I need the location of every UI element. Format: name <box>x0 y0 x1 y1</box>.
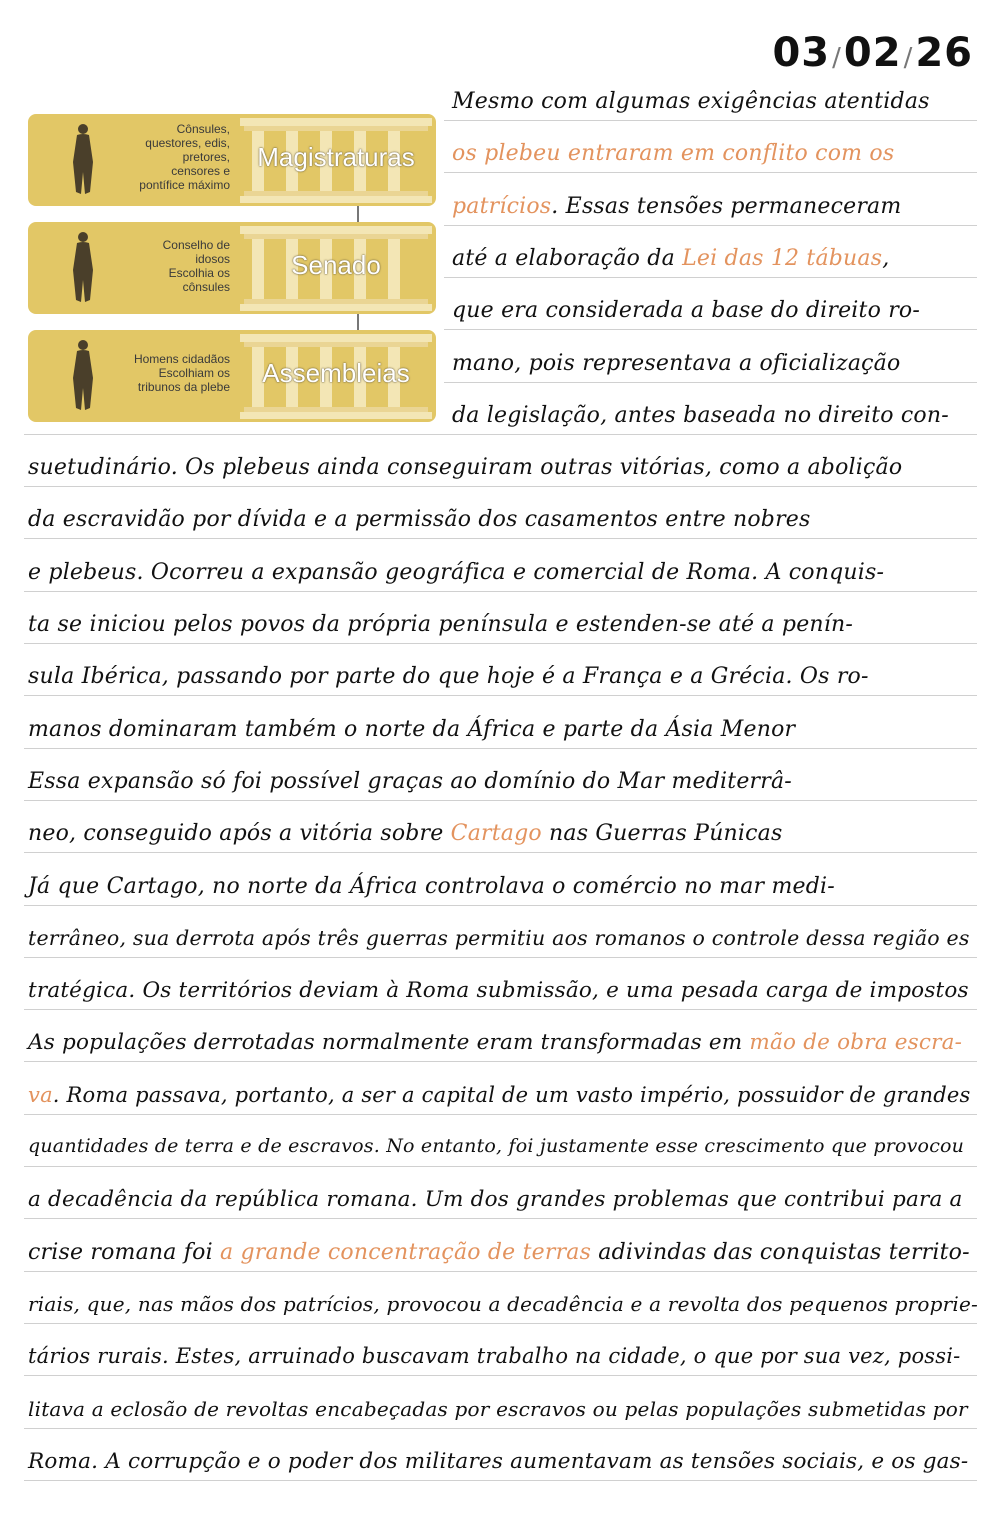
ruled-line <box>24 800 977 801</box>
note-text: Roma. A corrupção e o poder dos militares aumentavam as tensões sociais, e os gas- <box>28 1449 969 1474</box>
note-line <box>28 1449 968 1474</box>
note-text: sula Ibérica, passando por parte do que hoje é a França e a Grécia. Os ro- <box>28 664 869 689</box>
ruled-line <box>444 172 977 173</box>
note-text: mano, pois representava a oficialização <box>452 351 901 376</box>
ruled-line <box>444 329 977 330</box>
note-text: litava a eclosão de revoltas encabeçadas por escravos ou pelas populações submetidas por <box>28 1397 968 1421</box>
note-line <box>28 1292 978 1316</box>
box-description: Homens cidadãos Escolhiam os tribunos da plebe <box>133 352 230 394</box>
note-line <box>28 821 783 846</box>
note-line <box>28 717 795 742</box>
ruled-line <box>24 905 977 906</box>
ruled-line <box>24 1375 977 1376</box>
diagram-box-senado <box>28 222 436 314</box>
date-year: 26 <box>915 30 973 76</box>
ruled-line <box>24 1480 977 1481</box>
ruled-line <box>24 1218 977 1219</box>
note-text: suetudinário. Os plebeus ainda conseguiram outras vitórias, como a abolição <box>28 455 903 480</box>
note-line <box>452 246 889 271</box>
diagram-box-magistraturas <box>28 114 436 206</box>
note-line <box>452 298 920 323</box>
ruled-line <box>24 1114 977 1115</box>
note-text: da escravidão por dívida e a permissão dos casamentos entre nobres <box>28 507 811 532</box>
note-line <box>28 926 970 950</box>
note-text: manos dominaram também o norte da África e parte da Ásia Menor <box>28 717 796 742</box>
ruled-line <box>24 748 977 749</box>
ruled-line <box>24 1166 977 1167</box>
note-line <box>28 1083 970 1107</box>
ruled-line <box>444 382 977 383</box>
note-text: crise romana foi <box>28 1240 221 1265</box>
note-line <box>28 664 869 689</box>
box-title: Magistraturas <box>257 142 415 172</box>
note-text: . Essas tensões permaneceram <box>551 194 902 219</box>
highlighted-text: Lei das 12 tábuas <box>682 246 883 271</box>
ruled-line <box>24 957 977 958</box>
note-text: até a elaboração da <box>452 246 683 271</box>
ruled-line <box>24 434 977 435</box>
note-line <box>28 769 792 794</box>
note-text: Essa expansão só foi possível graças ao domínio do Mar mediterrâ- <box>28 769 792 794</box>
box-description: Conselho de idosos Escolhia os cônsules <box>162 238 230 294</box>
note-text: nas Guerras Púnicas <box>541 821 783 846</box>
highlighted-text: a grande concentração de terras <box>220 1240 592 1265</box>
note-line <box>452 141 894 166</box>
note-text: riais, que, nas mãos dos patrícios, provocou a decadência e a revolta dos pequenos proprie- <box>28 1292 978 1316</box>
page-date <box>772 30 973 76</box>
note-text: que era considerada a base do direito ro- <box>452 298 920 323</box>
note-text: quantidades de terra e de escravos. No entanto, foi justamente esse crescimento que provocou <box>28 1135 965 1157</box>
ruled-line <box>24 1428 977 1429</box>
box-description: Cônsules, questores, edis, pretores, censores e pontífice máximo <box>139 122 230 192</box>
date-month: 02 <box>843 30 902 76</box>
date-day: 03 <box>772 30 831 76</box>
ruled-line <box>444 225 977 226</box>
ruled-line <box>24 1061 977 1062</box>
roman-republic-diagram <box>26 114 438 424</box>
highlighted-text: va <box>28 1083 53 1107</box>
note-line <box>452 403 949 428</box>
note-line <box>28 1397 968 1421</box>
note-text: da legislação, antes baseada no direito con- <box>452 403 949 428</box>
ruled-line <box>444 277 977 278</box>
ruled-line <box>24 1323 977 1324</box>
note-text: a decadência da república romana. Um dos grandes problemas que contribui para a <box>28 1187 963 1212</box>
ruled-line <box>24 1271 977 1272</box>
note-text: Já que Cartago, no norte da África controlava o comércio no mar medi- <box>28 874 835 899</box>
note-line <box>28 1344 960 1368</box>
note-line <box>28 1135 964 1157</box>
note-text: Mesmo com algumas exigências atentidas <box>452 89 930 114</box>
note-line <box>28 507 811 532</box>
note-text: neo, conseguido após a vitória sobre <box>28 821 451 846</box>
note-text: ta se iniciou pelos povos da própria península e estenden-se até a penín- <box>28 612 854 637</box>
note-line <box>28 874 835 899</box>
ruled-line <box>24 695 977 696</box>
note-line <box>28 1030 962 1055</box>
note-line <box>452 351 900 376</box>
highlighted-text: mão de obra escra- <box>749 1030 963 1055</box>
note-line <box>452 89 930 114</box>
note-line <box>28 455 902 480</box>
note-text: adivindas das conquistas territo- <box>591 1240 970 1265</box>
box-title: Senado <box>291 250 381 280</box>
highlighted-text: Cartago <box>450 821 542 846</box>
note-line <box>28 1187 963 1212</box>
note-line <box>28 1240 970 1265</box>
date-separator: / <box>903 43 914 73</box>
ruled-line <box>24 591 977 592</box>
note-text: e plebeus. Ocorreu a expansão geográfica e comercial de Roma. A conquis- <box>28 560 885 585</box>
note-line <box>28 560 884 585</box>
highlighted-text: patrícios <box>452 194 552 219</box>
note-text: terrâneo, sua derrota após três guerras permitiu aos romanos o controle dessa região es <box>28 926 970 950</box>
ruled-line <box>24 852 977 853</box>
ruled-line <box>24 643 977 644</box>
ruled-line <box>24 1009 977 1010</box>
ruled-line <box>24 538 977 539</box>
note-text: , <box>882 246 890 271</box>
note-text: tários rurais. Estes, arruinado buscavam trabalho na cidade, o que por sua vez, possi- <box>28 1344 961 1368</box>
note-line <box>28 978 969 1003</box>
date-separator: / <box>832 43 842 73</box>
diagram-box-assembleias <box>28 330 436 422</box>
ruled-line <box>444 120 977 121</box>
roman-figure-icon <box>68 338 98 414</box>
note-text: tratégica. Os territórios deviam à Roma submissão, e uma pesada carga de impostos <box>28 978 969 1003</box>
ruled-line <box>24 486 977 487</box>
note-line <box>28 612 853 637</box>
roman-figure-icon <box>68 122 98 198</box>
note-text: . Roma passava, portanto, a ser a capital de um vasto império, possuidor de grandes <box>52 1083 971 1107</box>
box-title: Assembleias <box>262 358 410 388</box>
highlighted-text: os plebeu entraram em conflito com os <box>452 141 895 166</box>
note-line <box>452 194 901 219</box>
roman-figure-icon <box>68 230 98 306</box>
note-text: As populações derrotadas normalmente eram transformadas em <box>28 1030 750 1055</box>
